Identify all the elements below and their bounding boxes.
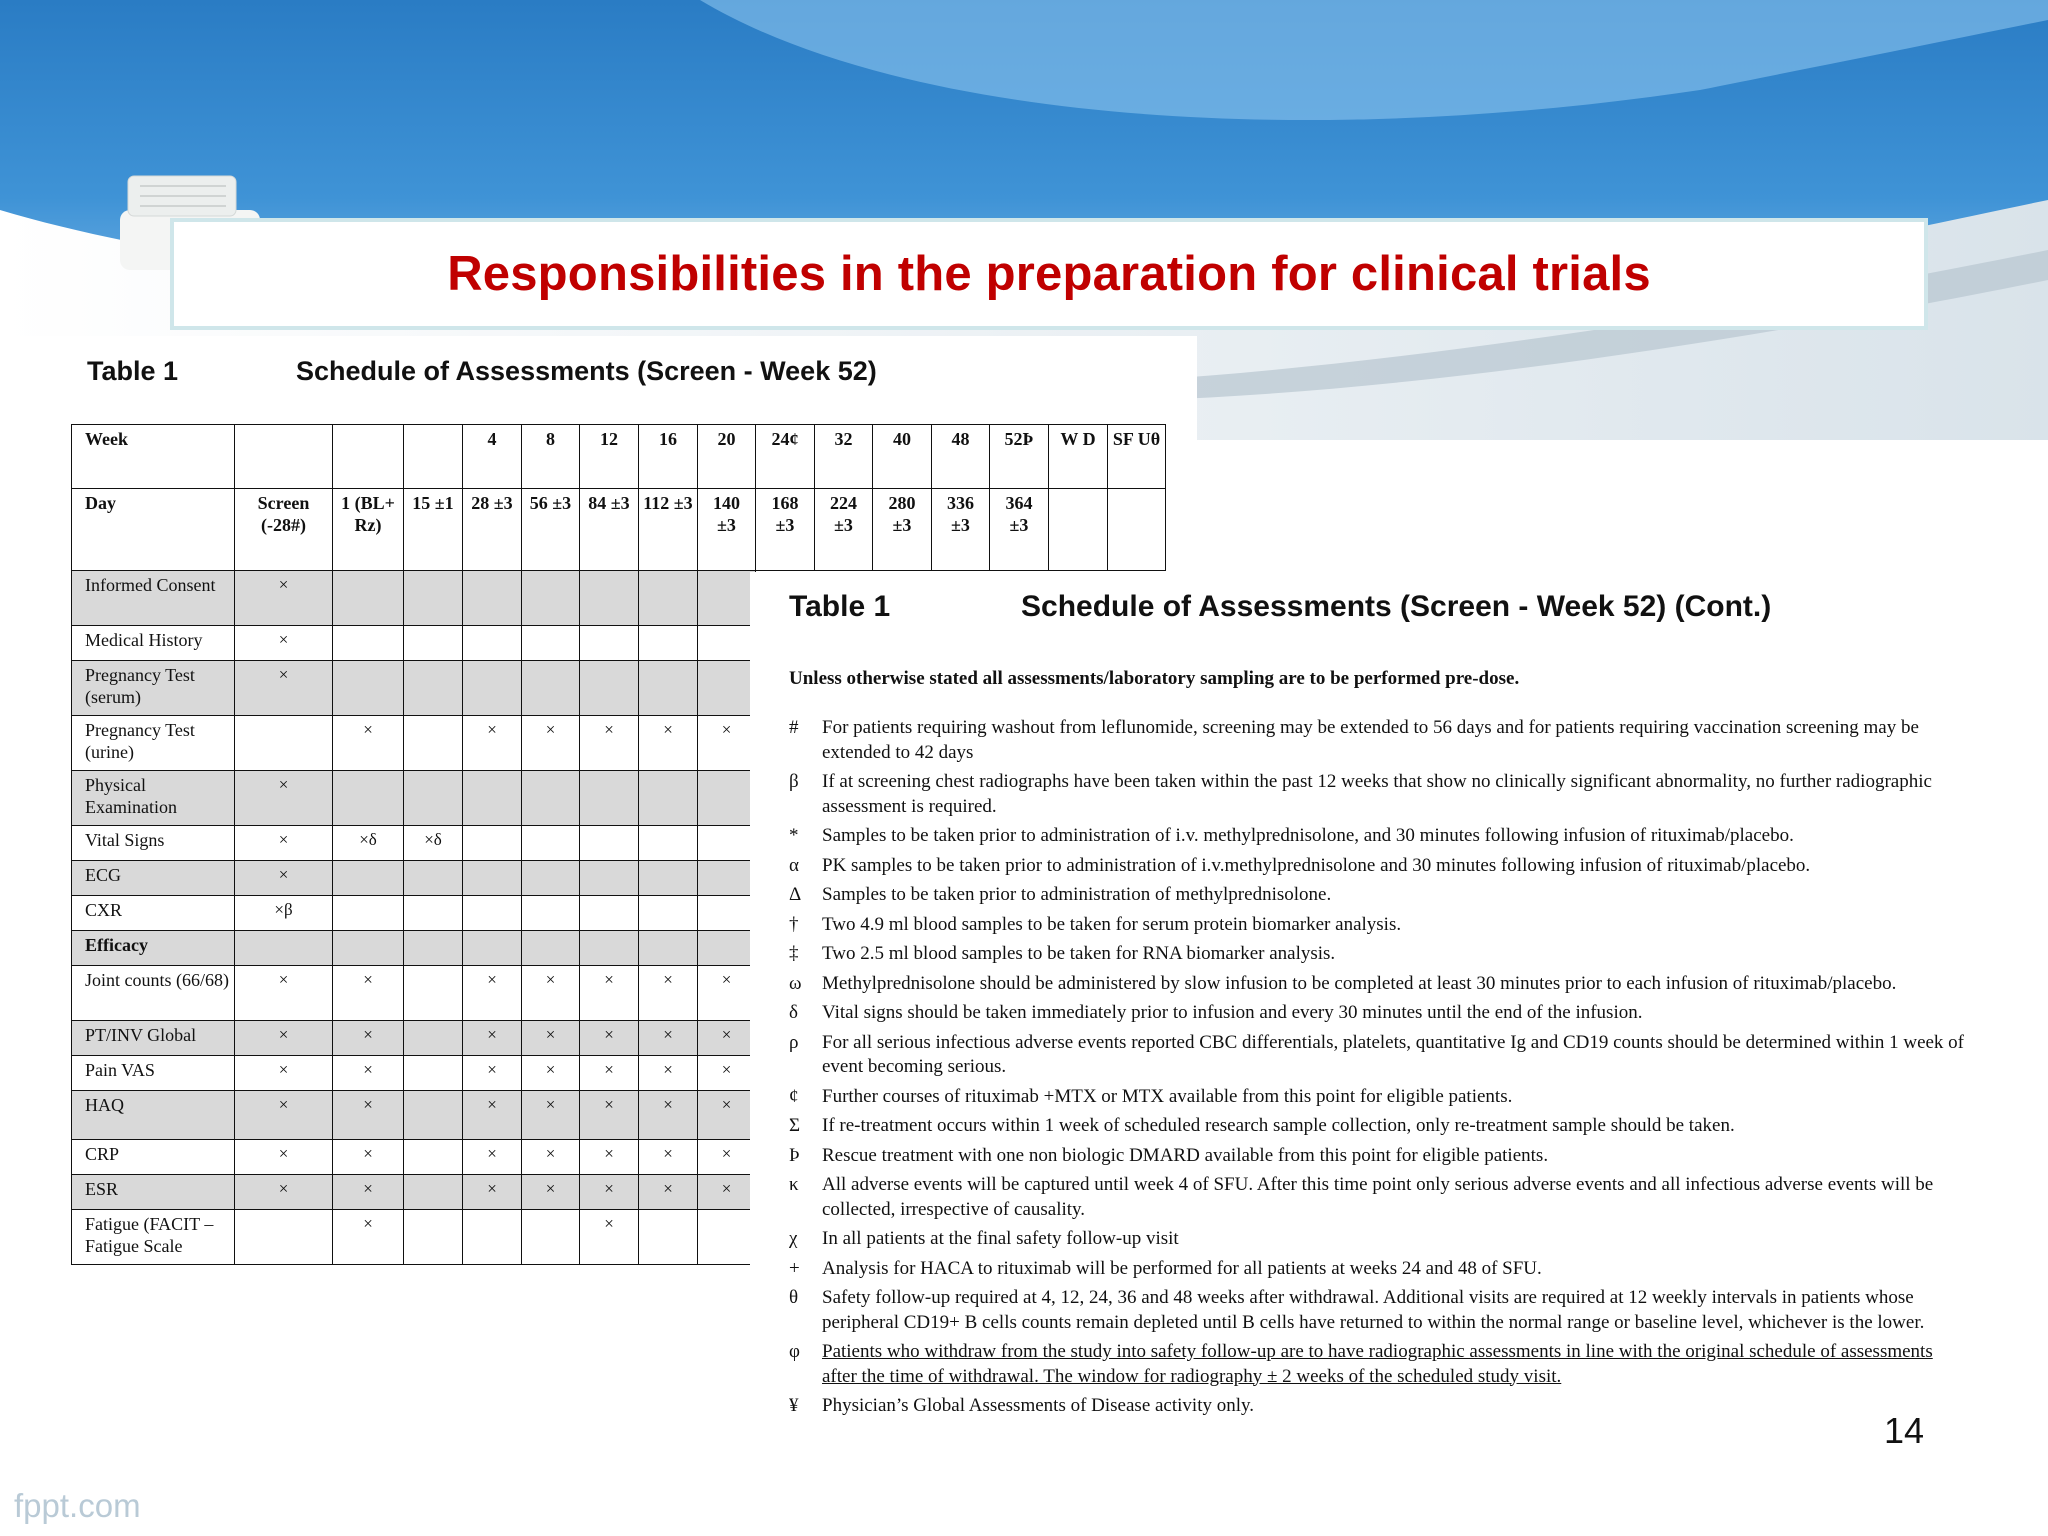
footnote-text: PK samples to be taken prior to administration of i.v.methylprednisolone and 30 minutes following infusion of rituximab/placebo. [822,854,1811,876]
row-label: Joint counts (66/68) [72,966,235,1021]
schedule-cell [698,931,756,966]
schedule-cell: × [235,861,333,896]
schedule-cell: × [463,1140,522,1175]
day_row-cell: 140 ±3 [698,489,756,571]
footnote-item [789,1114,1969,1139]
week_row-row [72,425,1166,489]
footnote-symbol: δ [789,1002,798,1023]
schedule-cell [580,931,639,966]
day_row-cell [1049,489,1108,571]
schedule-cell: × [522,1021,580,1056]
week_row-cell: 4 [463,425,522,489]
schedule-cell: × [639,1091,698,1140]
schedule-cell: × [333,1210,404,1265]
schedule-cell: × [639,1021,698,1056]
day_row-cell: 336 ±3 [932,489,990,571]
schedule-cell [698,661,756,716]
schedule-cell: × [698,1021,756,1056]
footnote-item [789,716,1969,765]
footnote-symbol: ‡ [789,943,799,964]
schedule-cell [639,931,698,966]
row-label: Pain VAS [72,1056,235,1091]
schedule-cell [404,661,463,716]
schedule-cell [404,896,463,931]
schedule-cell [463,896,522,931]
footnote-text: Physician’s Global Assessments of Disease activity only. [822,1395,1255,1416]
schedule-cell: × [333,966,404,1021]
week_row-cell [404,425,463,489]
footnote-symbol: ¢ [789,1085,799,1107]
footnote-symbol: * [789,825,799,846]
schedule-cell: × [698,1056,756,1091]
schedule-cell: × [333,1175,404,1210]
schedule-cell: × [580,1210,639,1265]
schedule-cell: × [639,1175,698,1210]
footnote-text: All adverse events will be captured until week 4 of SFU. After this time point only serious adverse events and all infectious adverse events will be collected, irrespective of causality. [822,1174,1934,1220]
schedule-cell [639,771,698,826]
footnote-symbol: α [789,854,799,876]
schedule-cell [404,931,463,966]
footnote-symbol: θ [789,1287,799,1308]
footnote-symbol: β [789,771,799,792]
schedule-cell [580,861,639,896]
footnote-text: For all serious infectious adverse events reported CBC differentials, platelets, quantitative Ig and CD19 counts should be determined within 1 week of event becoming serious. [822,1031,1965,1077]
schedule-cell [639,861,698,896]
schedule-cell [463,1210,522,1265]
schedule-cell: × [463,1021,522,1056]
week_row-cell: 12 [580,425,639,489]
row-label: Efficacy [72,931,235,966]
schedule-cell: × [639,1056,698,1091]
schedule-cell: × [698,1175,756,1210]
footnote-text: Vital signs should be taken immediately prior to infusion and every 30 minutes until the end of the infusion. [822,1002,1643,1023]
schedule-cell [333,661,404,716]
schedule-cell: × [698,966,756,1021]
schedule-cell: ×β [235,896,333,931]
schedule-cell [404,1140,463,1175]
footnote-item [789,1340,1969,1389]
schedule-cell [639,661,698,716]
row-label: Pregnancy Test (urine) [72,716,235,771]
footnote-symbol: Þ [789,1144,800,1166]
day_row-cell: Screen (-28#) [235,489,333,571]
schedule-cell [522,661,580,716]
schedule-cell [522,826,580,861]
footnote-text: Two 4.9 ml blood samples to be taken for serum protein biomarker analysis. [822,913,1402,935]
schedule-cell [639,571,698,626]
schedule-cell [522,626,580,661]
schedule-cell: × [698,1091,756,1140]
schedule-cell [698,826,756,861]
table1-heading [87,356,877,387]
footnote-item [789,942,1969,967]
schedule-cell [333,626,404,661]
day_row-cell: 56 ±3 [522,489,580,571]
schedule-cell [698,771,756,826]
schedule-cell [580,626,639,661]
schedule-cell: × [522,966,580,1021]
schedule-cell: × [333,1091,404,1140]
schedule-cell [404,966,463,1021]
week_row-cell: 48 [932,425,990,489]
day_row-cell [1108,489,1166,571]
footnote-item [789,1286,1969,1335]
schedule-cell [580,661,639,716]
week_row-cell: Week [72,425,235,489]
schedule-cell [333,771,404,826]
schedule-cell [333,861,404,896]
schedule-cell: × [463,1056,522,1091]
table1-cont-label: Table 1 [789,590,891,623]
schedule-cell: ×δ [404,826,463,861]
schedule-cell [463,626,522,661]
schedule-cell: × [235,1056,333,1091]
schedule-cell: × [235,626,333,661]
schedule-cell: × [580,1091,639,1140]
footnote-symbol: ρ [789,1031,799,1053]
schedule-cell [522,571,580,626]
day_row-cell: 1 (BL+ Rz) [333,489,404,571]
schedule-cell: × [580,1140,639,1175]
schedule-cell [698,626,756,661]
schedule-cell: × [580,1021,639,1056]
footnote-item [789,1085,1969,1110]
schedule-cell [333,896,404,931]
slide-title: Responsibilities in the preparation for clinical trials [447,247,1651,301]
footnote-symbol: χ [789,1228,798,1249]
footnote-item [789,1257,1969,1282]
schedule-cell [404,1210,463,1265]
day_row-cell: 168 ±3 [756,489,815,571]
week_row-cell: 24¢ [756,425,815,489]
row-label: CXR [72,896,235,931]
row-label: PT/INV Global [72,1021,235,1056]
schedule-cell: × [580,1056,639,1091]
day_row-cell: 15 ±1 [404,489,463,571]
footnote-item [789,1394,1969,1419]
schedule-cell [463,861,522,896]
schedule-cell [404,1175,463,1210]
schedule-cell [463,661,522,716]
day_row-cell: Day [72,489,235,571]
footnote-text: Patients who withdraw from the study into safety follow-up are to have radiographic assessments in line with the original schedule of assessments after the time of withdrawal. The window for radiography ± 2 weeks of the scheduled study visit. [822,1341,1933,1387]
schedule-cell [404,571,463,626]
schedule-cell [522,1210,580,1265]
week_row-cell: W D [1049,425,1108,489]
footnote-item [789,1173,1969,1222]
row-label: Vital Signs [72,826,235,861]
schedule-cell [639,626,698,661]
schedule-cell [522,861,580,896]
row-label: Fatigue (FACIT – Fatigue Scale [72,1210,235,1265]
schedule-cell: × [235,1091,333,1140]
schedule-cell: × [522,1056,580,1091]
row-label: ESR [72,1175,235,1210]
schedule-cell: × [235,571,333,626]
schedule-cell: × [235,966,333,1021]
schedule-cell: × [522,716,580,771]
row-label: Pregnancy Test (serum) [72,661,235,716]
schedule-cell [404,861,463,896]
schedule-cell [404,771,463,826]
footnote-text: Further courses of rituximab +MTX or MTX available from this point for eligible patients. [822,1085,1513,1107]
day_row-cell: 28 ±3 [463,489,522,571]
table1-caption: Schedule of Assessments (Screen - Week 52) [296,356,877,386]
footnote-item [789,883,1969,908]
footnote-text: Rescue treatment with one non biologic DMARD available from this point for eligible patients. [822,1144,1549,1166]
footnote-item [789,1031,1969,1080]
brand-watermark: fppt.com [14,1487,141,1524]
schedule-cell: × [235,1140,333,1175]
footnotes-list [789,716,1969,1424]
schedule-cell: × [235,1175,333,1210]
schedule-cell: × [580,716,639,771]
week_row-cell: 8 [522,425,580,489]
schedule-cell [404,1021,463,1056]
row-label: Physical Examination [72,771,235,826]
schedule-cell: × [639,716,698,771]
schedule-cell: × [235,1021,333,1056]
day_row-cell: 224 ±3 [815,489,873,571]
schedule-cell [522,896,580,931]
notes-intro: Unless otherwise stated all assessments/laboratory sampling are to be performed pre-dose. [789,668,1520,689]
schedule-cell: × [333,1056,404,1091]
schedule-cell: × [333,1140,404,1175]
schedule-cell [463,826,522,861]
schedule-cell: × [463,966,522,1021]
week_row-cell: 52Þ [990,425,1049,489]
week_row-cell: 16 [639,425,698,489]
schedule-cell: × [463,1175,522,1210]
schedule-cell [522,931,580,966]
footnote-symbol: Σ [789,1115,801,1136]
row-label: Medical History [72,626,235,661]
schedule-cell [580,771,639,826]
table1-label: Table 1 [87,356,179,386]
footnote-text: For patients requiring washout from leflunomide, screening may be extended to 56 days and for patients requiring vaccination screening may be extended to 42 days [822,717,1919,763]
row-label: CRP [72,1140,235,1175]
footnote-item [789,1144,1969,1169]
footnote-symbol: ¥ [789,1395,799,1416]
schedule-cell [639,826,698,861]
schedule-cell: × [235,826,333,861]
schedule-cell: × [698,1140,756,1175]
schedule-cell: × [580,1175,639,1210]
footnote-item [789,854,1969,879]
schedule-cell [639,1210,698,1265]
schedule-cell [333,571,404,626]
day_row-cell: 280 ±3 [873,489,932,571]
schedule-cell: × [333,716,404,771]
page-number: 14 [1884,1410,1925,1451]
schedule-cell [404,716,463,771]
row-label: HAQ [72,1091,235,1140]
footnote-item [789,913,1969,938]
schedule-cell [580,826,639,861]
footnote-text: If re-treatment occurs within 1 week of scheduled research sample collection, only re-treatment sample should be taken. [822,1115,1735,1136]
footnote-symbol: φ [789,1341,800,1362]
schedule-cell [235,1210,333,1265]
footnote-symbol: Δ [789,884,802,905]
week_row-cell: 20 [698,425,756,489]
schedule-cell: × [698,716,756,771]
schedule-cell: × [522,1091,580,1140]
schedule-cell [639,896,698,931]
footnote-item [789,972,1969,997]
schedule-cell [235,716,333,771]
schedule-cell [580,571,639,626]
schedule-cell: × [580,966,639,1021]
week_row-cell: SF Uθ [1108,425,1166,489]
schedule-cell: × [522,1175,580,1210]
footnote-text: Samples to be taken prior to administration of i.v. methylprednisolone, and 30 minutes following infusion of rituximab/placebo. [822,825,1794,846]
week_row-cell: 32 [815,425,873,489]
schedule-cell [235,931,333,966]
footnote-symbol: # [789,717,799,738]
schedule-cell [404,1091,463,1140]
schedule-cell [522,771,580,826]
table1-cont-caption: Schedule of Assessments (Screen - Week 52) (Cont.) [1021,590,1772,623]
week_row-cell [333,425,404,489]
footnote-text: Methylprednisolone should be administered by slow infusion to be completed at least 30 minutes prior to each infusion of rituximab/placebo. [822,972,1897,994]
day_row-cell: 112 ±3 [639,489,698,571]
schedule-cell: × [463,716,522,771]
footnote-item [789,770,1969,819]
schedule-cell [463,771,522,826]
schedule-cell [463,931,522,966]
schedule-cell [698,1210,756,1265]
footnote-symbol: † [789,913,799,935]
day_row-cell: 84 ±3 [580,489,639,571]
schedule-cell [404,626,463,661]
schedule-cell [698,571,756,626]
footnote-text: Safety follow-up required at 4, 12, 24, 36 and 48 weeks after withdrawal. Additional visits are required at 12 weekly intervals in patients whose peripheral CD19+ B cells counts remain depleted until B cells have returned to within the normal range or baseline level, whichever is the lower. [822,1287,1925,1333]
day_row-row [72,489,1166,571]
footnote-symbol: κ [789,1174,799,1195]
footnote-text: If at screening chest radiographs have been taken within the past 12 weeks that show no clinically significant abnormality, no further radiographic assessment is required. [822,771,1932,817]
footnote-text: Analysis for HACA to rituximab will be performed for all patients at weeks 24 and 48 of SFU. [822,1257,1542,1279]
footnote-symbol: ω [789,972,802,994]
schedule-cell [463,571,522,626]
schedule-cell: × [235,771,333,826]
footnote-text: In all patients at the final safety follow-up visit [822,1228,1179,1249]
row-label: ECG [72,861,235,896]
week_row-cell: 40 [873,425,932,489]
schedule-cell: × [639,966,698,1021]
schedule-cell [698,896,756,931]
footnote-item [789,1001,1969,1026]
table1-cont-heading [789,590,1772,624]
schedule-cell [404,1056,463,1091]
day_row-cell: 364 ±3 [990,489,1049,571]
week_row-cell [235,425,333,489]
title-box [170,218,1928,330]
footnote-text: Samples to be taken prior to administration of methylprednisolone. [822,884,1332,905]
schedule-cell: × [235,661,333,716]
footnote-item [789,1227,1969,1252]
row-label: Informed Consent [72,571,235,626]
schedule-cell: × [639,1140,698,1175]
schedule-cell: × [522,1140,580,1175]
schedule-cell [698,861,756,896]
schedule-cell: × [463,1091,522,1140]
footnote-text: Two 2.5 ml blood samples to be taken for RNA biomarker analysis. [822,943,1336,964]
schedule-cell: × [333,1021,404,1056]
footnote-item [789,824,1969,849]
footnote-symbol: + [789,1257,800,1279]
schedule-cell [333,931,404,966]
schedule-cell: ×δ [333,826,404,861]
schedule-cell [580,896,639,931]
